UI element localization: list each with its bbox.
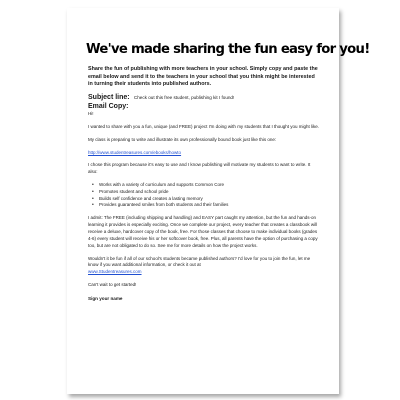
list-item: • Works with a variety of curriculum and supports Common Core (99, 182, 320, 189)
studentreasures-link[interactable]: www.Studentreasures.com (88, 269, 142, 275)
email-greeting: Hi! (88, 110, 94, 116)
intro-paragraph: Share the fun of publishing with more teachers in your school. Simply copy and paste the email below and send it to the teachers in your school that you think might be interested in turning their students into published authors. (88, 66, 318, 88)
subject-line-label: Subject line: (88, 93, 130, 101)
page-title: We've made sharing the fun easy for you! (86, 42, 370, 57)
benefits-list (88, 182, 320, 209)
document-content (86, 42, 370, 302)
list-item: • Provides guaranteed smiles from both students and their families (99, 202, 320, 209)
email-paragraph-6: Can't wait to get started! (88, 282, 137, 288)
signature-line: Sign your name (88, 296, 123, 302)
email-paragraph-3: I chose this program because it's easy to use and I know publishing will motivate my students to want to write. It also: (88, 162, 311, 175)
subject-line-row (88, 94, 320, 102)
email-paragraph-2: My class is preparing to write and illustrate its own professionally bound book just like this one: (88, 136, 277, 142)
email-copy-label: Email Copy: (88, 102, 129, 110)
email-paragraph-5 (88, 256, 320, 277)
paragraph-5-text: Wouldn't it be fun if all of our school's students became published authors? I'd love for you to join the fun, let me know if you want additional information, or check it out at (88, 255, 311, 268)
ebook-link[interactable]: http://www.studentreasures.com/ebooks/howto (88, 149, 182, 155)
document-page (67, 8, 370, 394)
subject-line-text: Check out this free student, publishing kit I found! (133, 94, 235, 100)
list-item: • Builds self confidence and creates a lasting memory (99, 196, 320, 203)
list-item: • Promotes student and school pride (99, 189, 320, 196)
email-paragraph-4: I admit: The FREE (including shipping and handling) and EASY part caught my attention, but the fun and hands-on learning it provides is especially exciting. Once we complete our project, every teacher that creates a classbook will receive a deluxe, hardcover copy of the book, free. For those classes that choose to make individual books (grades 4-6) every student will receive his or her softcover book, free. Plus, all parents have the option of purchasing a copy too, but are not obligated to do so. See me for more details on how the project works. (88, 215, 318, 248)
email-paragraph-1: I wanted to share with you a fun, unique (and FREE) project I'm doing with my students that I thought you might like. (88, 123, 319, 129)
